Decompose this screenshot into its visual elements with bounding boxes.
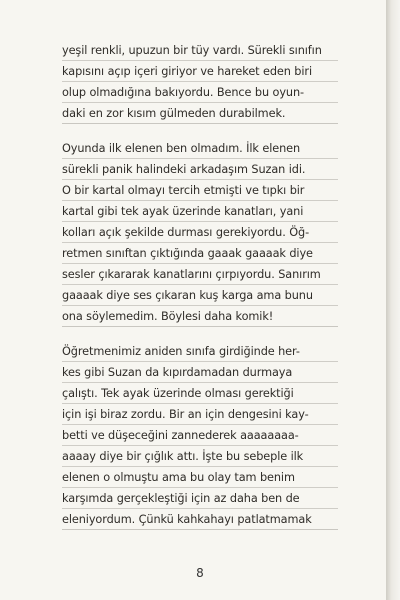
text-line: aaaay diye bir çığlık attı. İşte bu sebeple ilk bbox=[62, 446, 338, 467]
text-line: betti ve düşeceğini zannederek aaaaaaaa- bbox=[62, 425, 338, 446]
text-line: ona söylemedim. Böylesi daha komik! bbox=[62, 306, 338, 327]
page-number: 8 bbox=[196, 566, 204, 580]
text-line: kartal gibi tek ayak üzerinde kanatları, yani bbox=[62, 201, 338, 222]
text-line: Oyunda ilk elenen ben olmadım. İlk elenen bbox=[62, 138, 338, 159]
paragraph-1 bbox=[62, 40, 338, 124]
paragraph-3 bbox=[62, 341, 338, 530]
text-line: daki en zor kısım gülmeden durabilmek. bbox=[62, 103, 338, 124]
text-line: retmen sınıftan çıktığında gaaak gaaaak diye bbox=[62, 243, 338, 264]
text-line: için işi biraz zordu. Bir an için dengesini kay- bbox=[62, 404, 338, 425]
text-line: elenen o olmuştu ama bu olay tam benim bbox=[62, 467, 338, 488]
page-text bbox=[62, 40, 338, 530]
text-line: sesler çıkararak kanatlarını çırpıyordu. Sanırım bbox=[62, 264, 338, 285]
paragraph-gap bbox=[62, 124, 338, 138]
paragraph-gap bbox=[62, 327, 338, 341]
paragraph-2 bbox=[62, 138, 338, 327]
text-line: yeşil renkli, upuzun bir tüy vardı. Sürekli sınıfın bbox=[62, 40, 338, 61]
text-line: sürekli panik halindeki arkadaşım Suzan idi. bbox=[62, 159, 338, 180]
text-line: karşımda gerçekleştiği için az daha ben de bbox=[62, 488, 338, 509]
book-spine bbox=[386, 0, 400, 600]
text-line: gaaaak diye ses çıkaran kuş karga ama bunu bbox=[62, 285, 338, 306]
text-line: kapısını açıp içeri giriyor ve hareket eden biri bbox=[62, 61, 338, 82]
text-line: kes gibi Suzan da kıpırdamadan durmaya bbox=[62, 362, 338, 383]
text-line: olup olmadığına bakıyordu. Bence bu oyun- bbox=[62, 82, 338, 103]
text-line: çalıştı. Tek ayak üzerinde olması gerektiği bbox=[62, 383, 338, 404]
text-line: kolları açık şekilde durması gerekiyordu. Öğ- bbox=[62, 222, 338, 243]
text-line: eleniyordum. Çünkü kahkahayı patlatmamak bbox=[62, 509, 338, 530]
text-line: Öğretmenimiz aniden sınıfa girdiğinde her- bbox=[62, 341, 338, 362]
text-line: O bir kartal olmayı tercih etmişti ve tıpkı bir bbox=[62, 180, 338, 201]
